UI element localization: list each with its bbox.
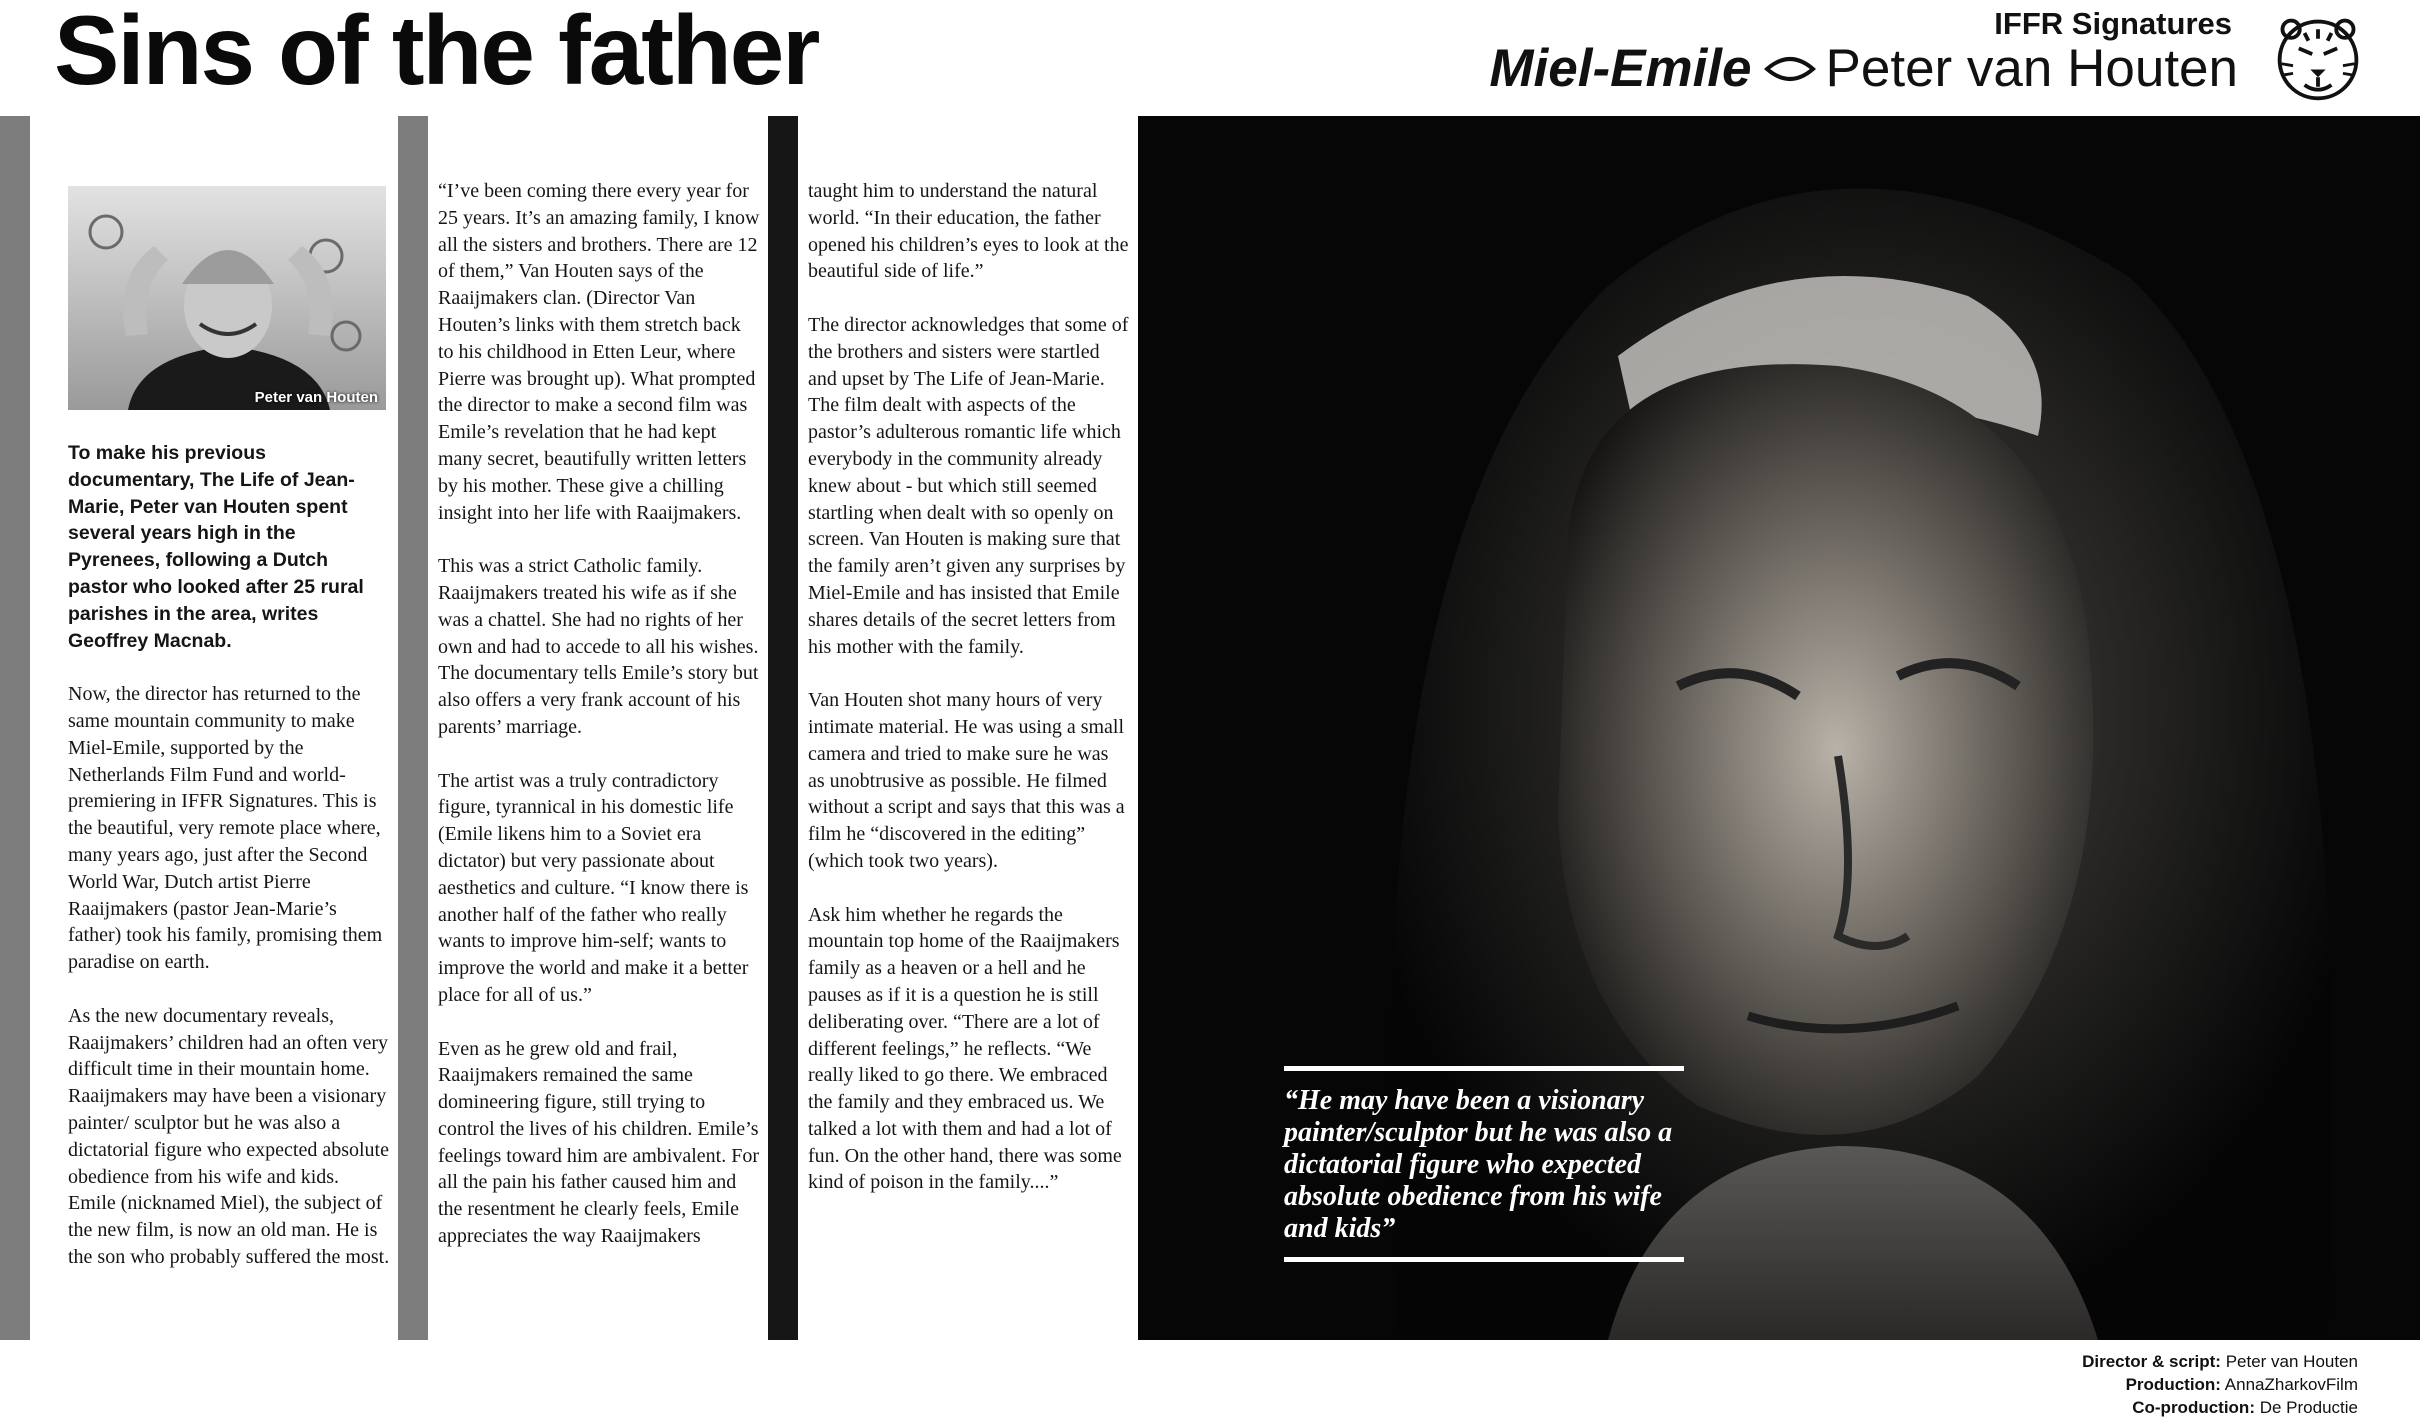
credits <box>2082 1350 2358 1419</box>
paragraph: “I’ve been coming there every year for 25 years. It’s an amazing family, I know all the sisters and brothers. There are 12 of them,” Van Houten says of the Raaijmakers clan. (Director Van Houten’s links with them stretch back to his childhood in Etten Leur, where Pierre was brought up). What prompted the director to make a second film was Emile’s revelation that he had kept many secret, beautifully written letters by his mother. These give a chilling insight into her life with Raaijmakers. <box>438 180 760 524</box>
film-title: Miel-Emile <box>1489 39 1752 98</box>
paragraph: The director acknowledges that some of the brothers and sisters were startled and upset by The Life of Jean-Marie. The film dealt with aspects of the pastor’s adulterous romantic life which everybody in the community already knew about - but which still seemed startling when dealt with so openly on screen. Van Houten is making sure that the family aren’t given any surprises by Miel-Emile and has insisted that Emile shares details of the secret letters from his mother with the family. <box>808 313 1129 658</box>
column-bar-middle <box>398 116 428 1340</box>
paragraph: Van Houten shot many hours of very intimate material. He was using a small camera and tried to make sure he was as unobtrusive as possible. He filmed without a script and says that this was a film he “discovered in the editing” (which took two years). <box>808 689 1125 872</box>
article-column-2 <box>438 178 760 1277</box>
paragraph: This was a strict Catholic family. Raaijmakers treated his wife as if she was a chattel. She had no rights of her own and had to accede to all his wishes. The documentary tells Emile’s story but also offers a very frank account of his parents’ marriage. <box>438 555 759 738</box>
section-label: IFFR Signatures <box>1994 6 2232 41</box>
eye-icon <box>1764 52 1816 86</box>
credit-production: Production: AnnaZharkovFilm <box>2125 1375 2358 1394</box>
headline: Sins of the father <box>54 0 819 105</box>
paragraph: As the new documentary reveals, Raaijmakers’ children had an often very difficult time in their mountain home. Raaijmakers may have been a visionary painter/ sculptor but he was also a dictatorial figure who expected absolute obedience from his wife and kids. Emile (nicknamed Miel), the subject of the new film, is now an old man. He is the son who probably suffered the most. <box>68 1004 390 1268</box>
column-bar-left <box>0 116 30 1340</box>
tiger-logo-icon <box>2270 10 2366 106</box>
article-column-3 <box>808 178 1130 1223</box>
paragraph: The artist was a truly contradictory figure, tyrannical in his domestic life (Emile likens him to a Soviet era dictator) but very passionate about aesthetics and culture. “I know there is another half of the father who really wants to improve him-self; wants to improve the world and make it a better place for all of us.” <box>438 769 749 1006</box>
film-title-line <box>1489 38 2238 99</box>
paragraph: Now, the director has returned to the same mountain community to make Miel-Emile, supported by the Netherlands Film Fund and world-premiering in IFFR Signatures. This is the beautiful, very remote place where, many years ago, just after the Second World War, Dutch artist Pierre Raaijmakers (pastor Jean-Marie’s father) took his family, promising them paradise on earth. <box>68 683 383 974</box>
portrait-caption: Peter van Houten <box>254 389 378 406</box>
director-name: Peter van Houten <box>1825 39 2238 98</box>
portrait-photo <box>68 186 386 410</box>
lede: To make his previous documentary, The Life of Jean-Marie, Peter van Houten spent several years high in the Pyrenees, following a Dutch pastor who looked after 25 rural parishes in the area, writes Geoffrey Macnab. <box>68 442 364 652</box>
pull-quote <box>1284 1066 1684 1262</box>
portrait-image <box>68 186 386 410</box>
article-column-1 <box>68 440 390 1298</box>
paragraph: Even as he grew old and frail, Raaijmakers remained the same domineering figure, still trying to control the lives of his children. Emile’s feelings toward him are ambivalent. For all the pain his father caused him and the resentment he clearly feels, Emile appreciates the way Raaijmakers <box>438 1037 760 1248</box>
column-bar-right <box>768 116 798 1340</box>
credit-director: Director & script: Peter van Houten <box>2082 1352 2358 1371</box>
paragraph: Ask him whether he regards the mountain top home of the Raaijmakers family as a heaven or a hell and he pauses as if it is a question he is still deliberating over. “There are a lot of different feelings,” he reflects. “We really liked to go there. We embraced the family and they embraced us. We talked a lot with them and had a lot of fun. On the other hand, there was some kind of poison in the family....” <box>808 903 1122 1194</box>
credit-coproduction: Co-production: De Productie <box>2132 1398 2358 1417</box>
pull-quote-text: “He may have been a visionary painter/sculptor but he was also a dictatorial figure who expected absolute obedience from his wife and kids” <box>1284 1085 1673 1244</box>
paragraph: taught him to understand the natural world. “In their education, the father opened his children’s eyes to look at the beautiful side of life.” <box>808 180 1129 283</box>
